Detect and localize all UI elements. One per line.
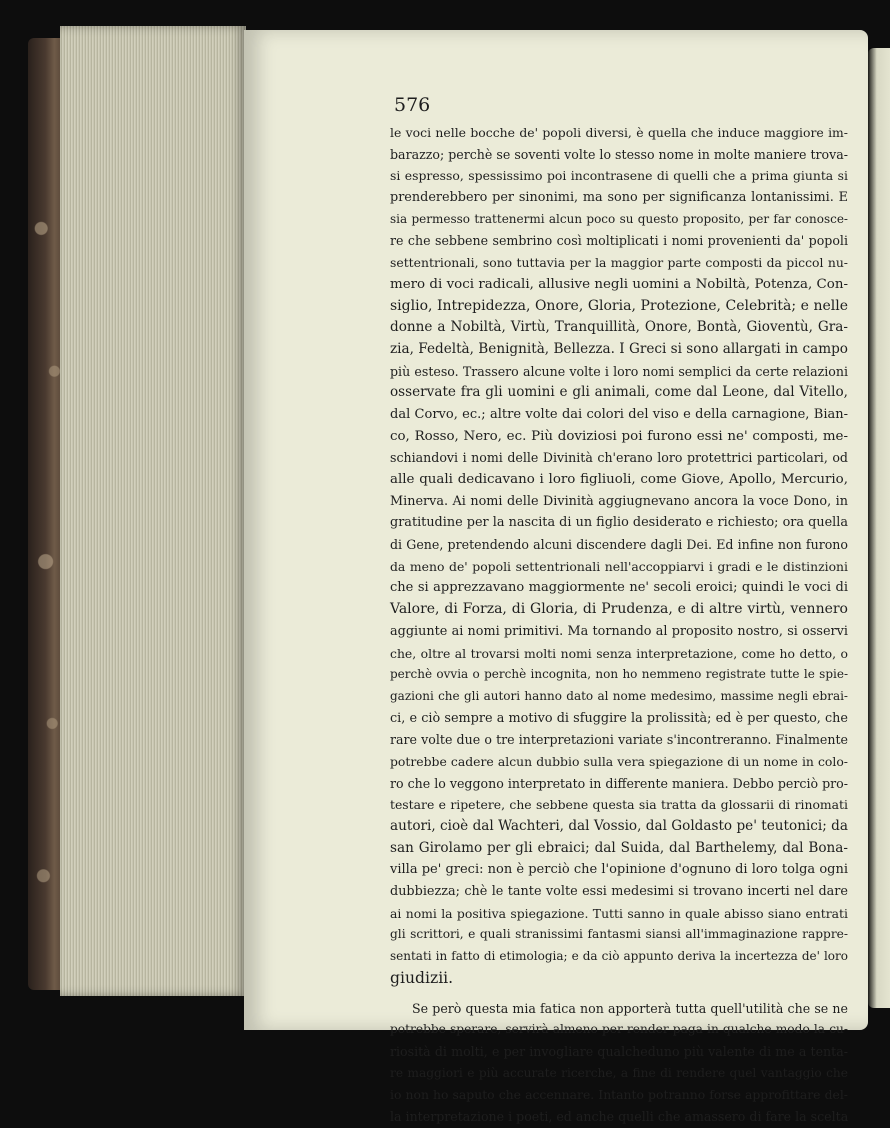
text-line: re maggiori e più accurate ricerche, a fine di rendere quel vantaggio che bbox=[390, 1065, 848, 1080]
text-line: ai nomi la positiva spiegazione. Tutti sanno in quale abisso siano entrati bbox=[390, 905, 848, 921]
text-line: che si apprezzavano maggiormente ne' secoli eroici; quindi le voci di bbox=[390, 580, 848, 596]
text-line: che, oltre al trovarsi molti nomi senza interpretazione, come ho detto, o bbox=[390, 645, 848, 661]
text-line: gazioni che gli autori hanno dato al nome medesimo, massime negli ebrai- bbox=[390, 688, 848, 703]
text-line: gratitudine per la nascita di un figlio desiderato e richiesto; ora quella bbox=[390, 515, 848, 531]
text-line: co, Rosso, Nero, ec. Più doviziosi poi furono essi ne' composti, me- bbox=[390, 428, 848, 444]
text-line: da meno de' popoli settentrionali nell'accoppiarvi i gradi e le distinzioni bbox=[390, 558, 848, 574]
text-line: barazzo; perchè se soventi volte lo stesso nome in molte maniere trova- bbox=[390, 146, 848, 162]
text-line: autori, cioè dal Wachteri, dal Vossio, dal Goldasto pe' teutonici; da bbox=[390, 818, 848, 834]
text-line: si espresso, spessissimo poi incontrasene di quelli che a prima giunta si bbox=[390, 168, 848, 184]
text-line: testare e ripetere, che sebbene questa sia tratta da glossarii di rinomati bbox=[390, 797, 848, 813]
text-line: Se però questa mia fatica non apporterà tutta quell'utilità che se ne bbox=[412, 1000, 848, 1016]
text-line: rare volte due o tre interpretazioni variate s'incontreranno. Finalmente bbox=[390, 732, 848, 748]
text-line: alle quali dedicavano i loro figliuoli, come Giove, Apollo, Mercurio, bbox=[390, 472, 848, 487]
text-line: ci, e ciò sempre a motivo di sfuggire la prolissità; ed è per questo, che bbox=[390, 710, 848, 726]
text-line: io non ho saputo che accennare. Intanto potranno forse approfittare del- bbox=[390, 1087, 848, 1103]
text-line: la interpretazione i poeti, ed anche quelli che amassero di fare la scelta bbox=[390, 1108, 849, 1124]
text-line: donne a Nobiltà, Virtù, Tranquillità, Onore, Bontà, Gioventù, Gra- bbox=[390, 319, 848, 336]
text-line: giudizii. bbox=[390, 968, 454, 987]
text-line: schiandovi i nomi delle Divinità ch'erano loro protettrici particolari, od bbox=[390, 450, 848, 466]
text-line: le voci nelle bocche de' popoli diversi, è quella che induce maggiore im- bbox=[390, 125, 848, 140]
body-text bbox=[390, 122, 848, 1128]
text-line: Minerva. Ai nomi delle Divinità aggiugnevano ancora la voce Dono, in bbox=[390, 493, 848, 509]
text-line: dal Corvo, ec.; altre volte dai colori del viso e della carnagione, Bian- bbox=[390, 406, 848, 422]
facing-page-edge bbox=[868, 48, 890, 1008]
text-line: re che sebbene sembrino così moltiplicati i nomi provenienti da' popoli bbox=[390, 233, 848, 249]
text-line: di Gene, pretendendo alcuni discendere dagli Dei. Ed infine non furono bbox=[390, 537, 848, 553]
paragraph-gap bbox=[390, 990, 848, 998]
text-line: sentati in fatto di etimologia; e da ciò appunto deriva la incertezza de' loro bbox=[390, 949, 848, 964]
text-line: villa pe' greci: non è perciò che l'opinione d'ognuno di loro tolga ogni bbox=[390, 862, 848, 878]
text-line: potrebbe cadere alcun dubbio sulla vera spiegazione di un nome in colo- bbox=[390, 753, 848, 769]
text-line: Valore, di Forza, di Gloria, di Prudenza, e di altre virtù, vennero bbox=[390, 601, 848, 618]
text-line: siglio, Intrepidezza, Onore, Gloria, Protezione, Celebrità; e nelle bbox=[390, 297, 848, 314]
text-line: più esteso. Trassero alcune volte i loro nomi semplici da certe relazioni bbox=[390, 363, 848, 379]
text-line: osservate fra gli uomini e gli animali, come dal Leone, dal Vitello, bbox=[390, 384, 848, 401]
text-line: zia, Fedeltà, Benignità, Bellezza. I Greci si sono allargati in campo bbox=[390, 340, 848, 357]
text-line: ro che lo veggono interpretato in differente maniera. Debbo perciò pro- bbox=[390, 775, 848, 791]
text-line: perchè ovvia o perchè incognita, non ho nemmeno registrate tutte le spie- bbox=[390, 667, 848, 682]
text-line: aggiunte ai nomi primitivi. Ma tornando al proposito nostro, si osservi bbox=[390, 623, 848, 639]
page-number: 576 bbox=[394, 94, 431, 116]
text-line: mero di voci radicali, allusive negli uomini a Nobiltà, Potenza, Con- bbox=[390, 276, 848, 292]
page-stack-edge bbox=[60, 26, 246, 996]
text-line: gli scrittori, e quali stranissimi fantasmi siansi all'immaginazione rappre- bbox=[390, 927, 848, 942]
text-line: sia permesso trattenermi alcun poco su questo proposito, per far conosce- bbox=[390, 211, 848, 226]
text-line: san Girolamo per gli ebraici; dal Suida, dal Barthelemy, dal Bona- bbox=[390, 839, 848, 856]
text-line: potrebbe sperare, servirà almeno per render paga in qualche modo la cu- bbox=[390, 1022, 848, 1037]
text-line: prenderebbero per sinonimi, ma sono per significanza lontanissimi. E bbox=[390, 190, 848, 206]
text-line: riosità di molti, e per invogliare qualcheduno più valente di me a tenta- bbox=[390, 1043, 848, 1059]
text-line: dubbiezza; chè le tante volte essi medesimi si trovano incerti nel dare bbox=[390, 884, 848, 900]
text-line: settentrionali, sono tuttavia per la maggior parte composti da piccol nu- bbox=[390, 255, 848, 271]
